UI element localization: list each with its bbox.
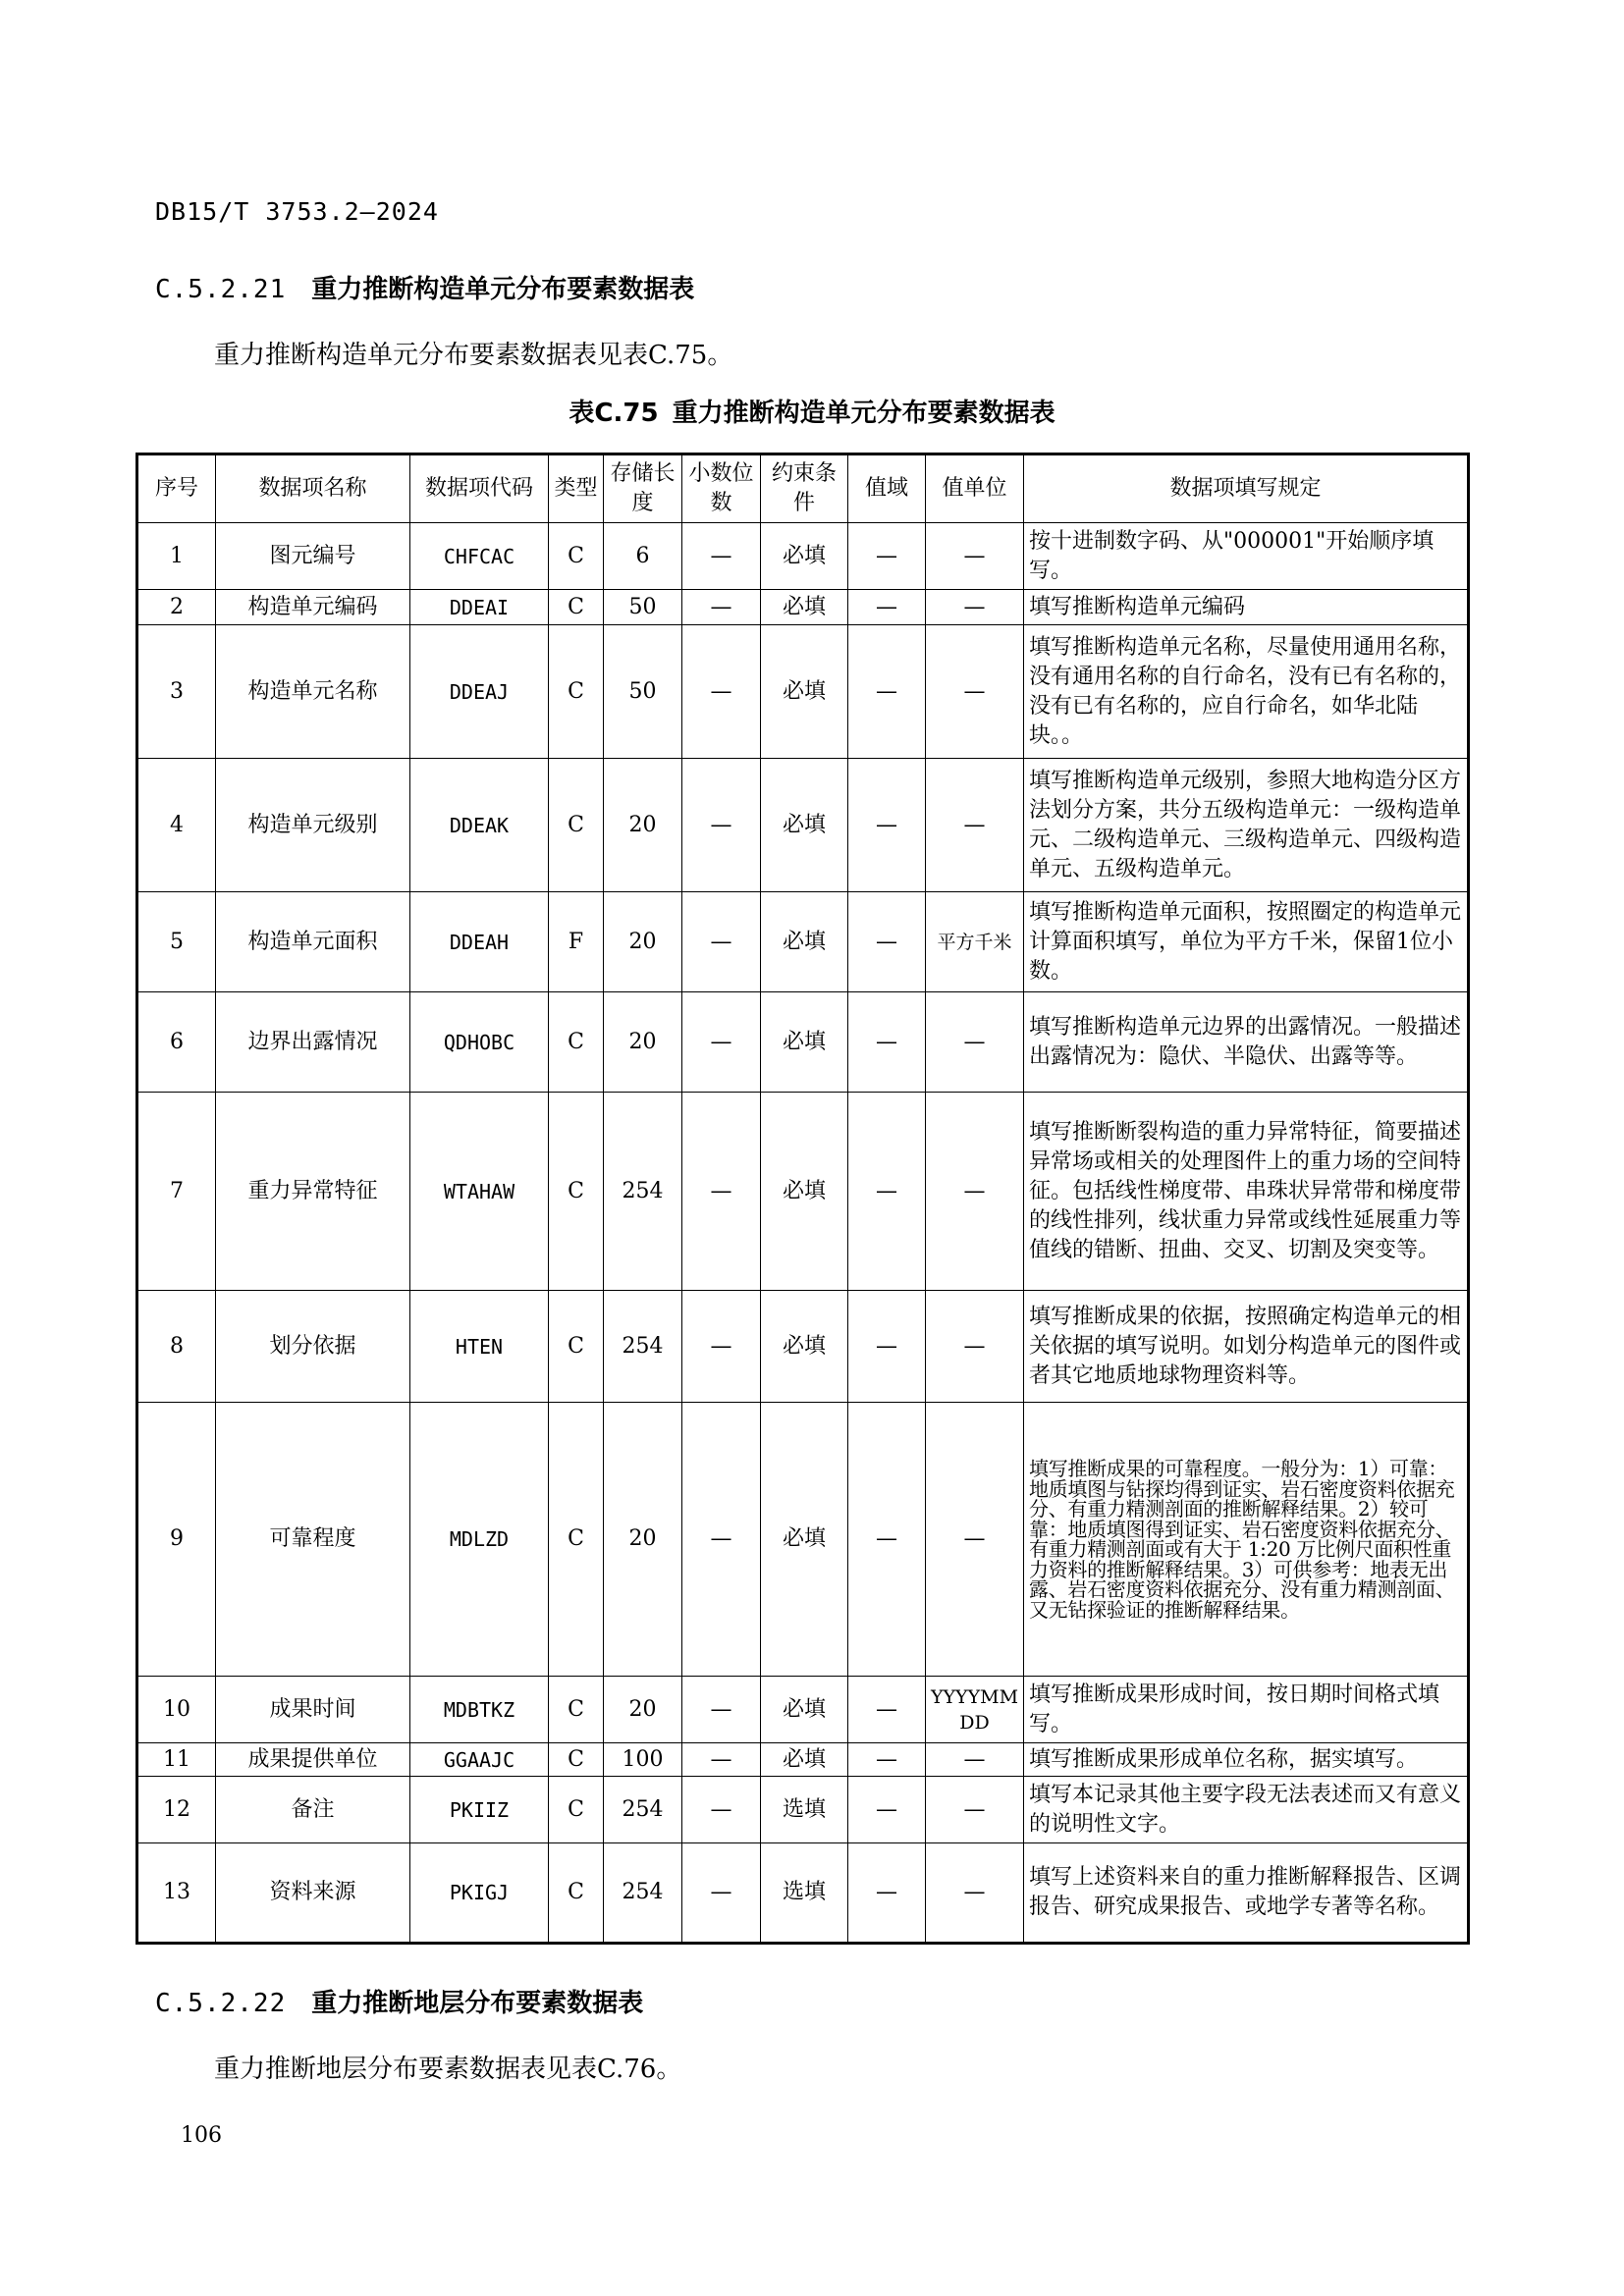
- cell-type: F: [549, 892, 604, 992]
- cell-length: 254: [604, 1777, 682, 1843]
- cell-decimals: —: [682, 759, 761, 892]
- cell-item-code: PKIGJ: [410, 1843, 549, 1944]
- cell-unit: —: [926, 1093, 1024, 1291]
- cell-type: C: [549, 1291, 604, 1403]
- cell-unit: YYYYMMDD: [926, 1677, 1024, 1743]
- table-row: [137, 892, 1469, 992]
- cell-item-name: 可靠程度: [216, 1403, 410, 1677]
- cell-rule: 填写推断成果的依据，按照确定构造单元的相关依据的填写说明。如划分构造单元的图件或者其它地质地球物理资料等。: [1024, 1291, 1469, 1403]
- table-body: [137, 523, 1469, 1944]
- cell-rule: 填写推断构造单元名称，尽量使用通用名称，没有通用名称的自行命名，没有已有名称的，没有已有名称的，应自行命名，如华北陆块。。: [1024, 625, 1469, 759]
- header-item-code: 数据项代码: [410, 454, 549, 523]
- table-row: [137, 1291, 1469, 1403]
- cell-decimals: —: [682, 625, 761, 759]
- cell-item-name: 重力异常特征: [216, 1093, 410, 1291]
- table-row: [137, 759, 1469, 892]
- cell-item-code: MDBTKZ: [410, 1677, 549, 1743]
- cell-item-name: 备注: [216, 1777, 410, 1843]
- cell-seq: 8: [137, 1291, 216, 1403]
- cell-seq: 3: [137, 625, 216, 759]
- table-row: [137, 1777, 1469, 1843]
- cell-seq: 2: [137, 590, 216, 625]
- cell-rule: 填写推断断裂构造的重力异常特征，简要描述异常场或相关的处理图件上的重力场的空间特征。包括线性梯度带、串珠状异常带和梯度带的线性排列，线状重力异常或线性延展重力等值线的错断、扭曲、交叉、切割及突变等。: [1024, 1093, 1469, 1291]
- cell-length: 6: [604, 523, 682, 590]
- cell-length: 50: [604, 625, 682, 759]
- cell-item-name: 构造单元编码: [216, 590, 410, 625]
- document-code: DB15/T 3753.2—2024: [155, 197, 439, 226]
- cell-item-code: CHFCAC: [410, 523, 549, 590]
- cell-rule: 填写本记录其他主要字段无法表述而又有意义的说明性文字。: [1024, 1777, 1469, 1843]
- cell-item-code: MDLZD: [410, 1403, 549, 1677]
- cell-type: C: [549, 523, 604, 590]
- cell-rule: 填写推断构造单元面积，按照圈定的构造单元计算面积填写，单位为平方千米，保留1位小数。: [1024, 892, 1469, 992]
- cell-length: 20: [604, 992, 682, 1093]
- cell-item-code: PKIIZ: [410, 1777, 549, 1843]
- section-heading-c-5-2-21: [155, 269, 694, 305]
- section-paragraph: 重力推断地层分布要素数据表见表C.76。: [214, 2055, 682, 2084]
- cell-length: 254: [604, 1093, 682, 1291]
- cell-type: C: [549, 1843, 604, 1944]
- cell-constraint: 必填: [761, 759, 848, 892]
- cell-decimals: —: [682, 1403, 761, 1677]
- cell-unit: —: [926, 992, 1024, 1093]
- cell-constraint: 必填: [761, 523, 848, 590]
- section-number: C.5.2.22: [155, 1989, 287, 2018]
- cell-seq: 10: [137, 1677, 216, 1743]
- cell-rule: 填写推断成果形成单位名称，据实填写。: [1024, 1743, 1469, 1777]
- cell-decimals: —: [682, 1743, 761, 1777]
- cell-length: 20: [604, 1403, 682, 1677]
- cell-item-name: 成果时间: [216, 1677, 410, 1743]
- cell-domain: —: [848, 1291, 926, 1403]
- section-title: 重力推断构造单元分布要素数据表: [311, 275, 695, 304]
- table-header-row: [137, 454, 1469, 523]
- cell-unit: —: [926, 1291, 1024, 1403]
- cell-domain: —: [848, 1843, 926, 1944]
- table-row: [137, 1677, 1469, 1743]
- cell-constraint: 必填: [761, 1403, 848, 1677]
- cell-constraint: 必填: [761, 892, 848, 992]
- cell-domain: —: [848, 1777, 926, 1843]
- cell-constraint: 必填: [761, 590, 848, 625]
- cell-constraint: 选填: [761, 1777, 848, 1843]
- cell-type: C: [549, 1677, 604, 1743]
- section-number: C.5.2.21: [155, 275, 287, 304]
- cell-decimals: —: [682, 892, 761, 992]
- cell-constraint: 必填: [761, 1677, 848, 1743]
- cell-domain: —: [848, 1677, 926, 1743]
- cell-rule: 填写推断成果形成时间，按日期时间格式填写。: [1024, 1677, 1469, 1743]
- cell-constraint: 必填: [761, 1291, 848, 1403]
- cell-length: 50: [604, 590, 682, 625]
- cell-unit: —: [926, 523, 1024, 590]
- cell-type: C: [549, 1403, 604, 1677]
- cell-item-code: GGAAJC: [410, 1743, 549, 1777]
- cell-rule: 填写推断构造单元编码: [1024, 590, 1469, 625]
- cell-type: C: [549, 625, 604, 759]
- cell-length: 100: [604, 1743, 682, 1777]
- cell-unit: —: [926, 759, 1024, 892]
- cell-constraint: 必填: [761, 625, 848, 759]
- header-constraint: 约束条件: [761, 454, 848, 523]
- table-row: [137, 1403, 1469, 1677]
- cell-item-code: DDEAH: [410, 892, 549, 992]
- cell-seq: 5: [137, 892, 216, 992]
- cell-decimals: —: [682, 1093, 761, 1291]
- section-paragraph: 重力推断构造单元分布要素数据表见表C.75。: [214, 341, 733, 370]
- header-item-name: 数据项名称: [216, 454, 410, 523]
- cell-item-name: 构造单元面积: [216, 892, 410, 992]
- cell-length: 20: [604, 892, 682, 992]
- cell-seq: 7: [137, 1093, 216, 1291]
- cell-seq: 11: [137, 1743, 216, 1777]
- cell-item-code: QDHOBC: [410, 992, 549, 1093]
- cell-domain: —: [848, 1403, 926, 1677]
- cell-constraint: 必填: [761, 1093, 848, 1291]
- cell-decimals: —: [682, 1843, 761, 1944]
- cell-decimals: —: [682, 1677, 761, 1743]
- cell-domain: —: [848, 892, 926, 992]
- cell-decimals: —: [682, 523, 761, 590]
- cell-seq: 1: [137, 523, 216, 590]
- cell-seq: 6: [137, 992, 216, 1093]
- header-type: 类型: [549, 454, 604, 523]
- cell-rule: 填写推断成果的可靠程度。一般分为：1）可靠：地质填图与钻探均得到证实、岩石密度资料依据充分、有重力精测剖面的推断解释结果。2）较可靠：地质填图得到证实、岩石密度资料依据充分、有重力精测剖面或有大于 1:20 万比例尺面积性重力资料的推断解释结果。3）可供参考：地表无出露、岩石密度资料依据充分、没有重力精测剖面、又无钻探验证的推断解释结果。: [1024, 1403, 1469, 1677]
- cell-item-name: 资料来源: [216, 1843, 410, 1944]
- cell-length: 254: [604, 1843, 682, 1944]
- cell-constraint: 必填: [761, 1743, 848, 1777]
- section-title: 重力推断地层分布要素数据表: [311, 1989, 644, 2018]
- cell-domain: —: [848, 992, 926, 1093]
- cell-item-code: DDEAI: [410, 590, 549, 625]
- table-row: [137, 1093, 1469, 1291]
- cell-seq: 4: [137, 759, 216, 892]
- cell-seq: 9: [137, 1403, 216, 1677]
- page-number: 106: [181, 2123, 222, 2148]
- cell-domain: —: [848, 1093, 926, 1291]
- header-rule: 数据项填写规定: [1024, 454, 1469, 523]
- table-caption-title: 重力推断构造单元分布要素数据表: [672, 399, 1056, 428]
- table-row: [137, 523, 1469, 590]
- cell-unit: —: [926, 1743, 1024, 1777]
- cell-length: 254: [604, 1291, 682, 1403]
- section-heading-c-5-2-22: [155, 1983, 643, 2019]
- cell-item-code: DDEAJ: [410, 625, 549, 759]
- table-caption: [0, 393, 1624, 429]
- table-row: [137, 590, 1469, 625]
- cell-item-name: 图元编号: [216, 523, 410, 590]
- table-row: [137, 1743, 1469, 1777]
- cell-type: C: [549, 1777, 604, 1843]
- table-caption-number: 表C.75: [568, 399, 659, 428]
- cell-rule: 填写上述资料来自的重力推断解释报告、区调报告、研究成果报告、或地学专著等名称。: [1024, 1843, 1469, 1944]
- cell-unit: —: [926, 1403, 1024, 1677]
- cell-type: C: [549, 590, 604, 625]
- cell-unit: —: [926, 625, 1024, 759]
- cell-domain: —: [848, 523, 926, 590]
- cell-item-name: 边界出露情况: [216, 992, 410, 1093]
- cell-type: C: [549, 759, 604, 892]
- cell-item-code: DDEAK: [410, 759, 549, 892]
- cell-item-name: 构造单元名称: [216, 625, 410, 759]
- cell-seq: 12: [137, 1777, 216, 1843]
- cell-constraint: 选填: [761, 1843, 848, 1944]
- cell-seq: 13: [137, 1843, 216, 1944]
- header-seq: 序号: [137, 454, 216, 523]
- cell-decimals: —: [682, 1291, 761, 1403]
- cell-length: 20: [604, 1677, 682, 1743]
- cell-rule: 填写推断构造单元级别，参照大地构造分区方法划分方案，共分五级构造单元：一级构造单元、二级构造单元、三级构造单元、四级构造单元、五级构造单元。: [1024, 759, 1469, 892]
- header-domain: 值域: [848, 454, 926, 523]
- cell-type: C: [549, 1743, 604, 1777]
- table-row: [137, 992, 1469, 1093]
- cell-item-code: WTAHAW: [410, 1093, 549, 1291]
- cell-decimals: —: [682, 1777, 761, 1843]
- cell-decimals: —: [682, 992, 761, 1093]
- cell-length: 20: [604, 759, 682, 892]
- cell-unit: 平方千米: [926, 892, 1024, 992]
- cell-domain: —: [848, 625, 926, 759]
- cell-domain: —: [848, 590, 926, 625]
- header-unit: 值单位: [926, 454, 1024, 523]
- cell-domain: —: [848, 759, 926, 892]
- header-length: 存储长度: [604, 454, 682, 523]
- cell-domain: —: [848, 1743, 926, 1777]
- cell-item-name: 成果提供单位: [216, 1743, 410, 1777]
- cell-item-name: 划分依据: [216, 1291, 410, 1403]
- cell-constraint: 必填: [761, 992, 848, 1093]
- cell-rule: 填写推断构造单元边界的出露情况。一般描述出露情况为：隐伏、半隐伏、出露等等。: [1024, 992, 1469, 1093]
- data-table: [135, 453, 1470, 1945]
- cell-rule: 按十进制数字码、从"000001"开始顺序填写。: [1024, 523, 1469, 590]
- table-row: [137, 1843, 1469, 1944]
- cell-type: C: [549, 1093, 604, 1291]
- cell-item-code: HTEN: [410, 1291, 549, 1403]
- cell-type: C: [549, 992, 604, 1093]
- table-row: [137, 625, 1469, 759]
- cell-unit: —: [926, 590, 1024, 625]
- cell-item-name: 构造单元级别: [216, 759, 410, 892]
- cell-decimals: —: [682, 590, 761, 625]
- cell-unit: —: [926, 1777, 1024, 1843]
- header-decimals: 小数位数: [682, 454, 761, 523]
- cell-unit: —: [926, 1843, 1024, 1944]
